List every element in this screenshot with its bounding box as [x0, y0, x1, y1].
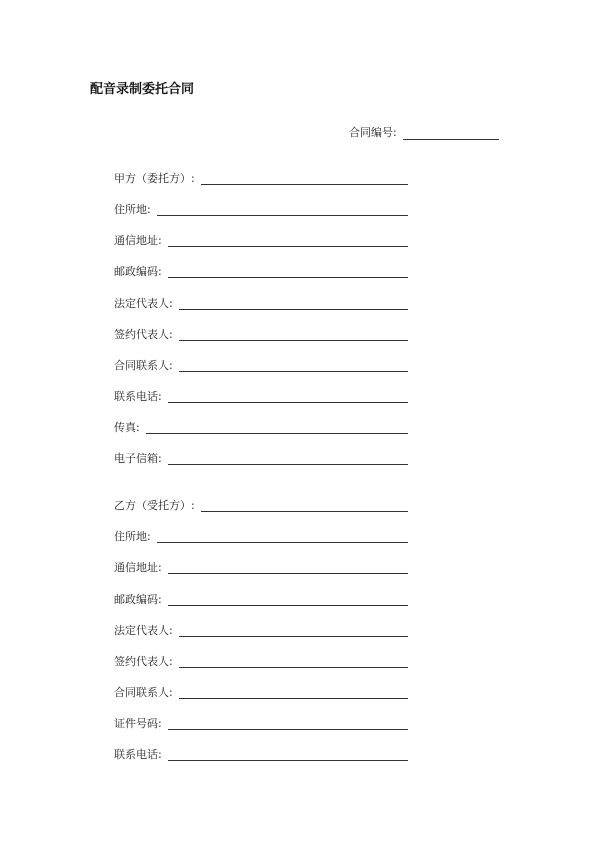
- field-label: 合同联系人:: [114, 686, 173, 699]
- field-label: 签约代表人:: [114, 328, 173, 341]
- party-a-postal-code-field: [114, 265, 408, 278]
- party-a-email-field: [114, 452, 408, 465]
- field-blank[interactable]: [168, 234, 408, 247]
- field-label: 联系电话:: [114, 748, 162, 761]
- field-blank[interactable]: [168, 452, 408, 465]
- party-a-legal-rep-field: [114, 297, 408, 310]
- field-blank[interactable]: [157, 530, 408, 543]
- party-b-address-field: [114, 530, 408, 543]
- field-blank[interactable]: [179, 686, 408, 699]
- contract-number-label: 合同编号:: [349, 126, 397, 139]
- contract-number-field: [349, 124, 499, 140]
- field-blank[interactable]: [168, 390, 408, 403]
- field-label: 合同联系人:: [114, 359, 173, 372]
- field-label: 联系电话:: [114, 390, 162, 403]
- contract-number-blank[interactable]: [403, 127, 499, 140]
- party-b-signing-rep-field: [114, 655, 408, 668]
- field-blank[interactable]: [168, 748, 408, 761]
- party-a-name-field: [114, 172, 408, 185]
- party-a-signing-rep-field: [114, 328, 408, 341]
- party-b-name-field: [114, 499, 408, 512]
- field-label: 证件号码:: [114, 717, 162, 730]
- document-title: 配音录制委托合同: [90, 82, 195, 97]
- field-label: 住所地:: [114, 530, 151, 543]
- field-label: 乙方（受托方）:: [114, 499, 195, 512]
- party-b-postal-code-field: [114, 593, 408, 606]
- field-label: 电子信箱:: [114, 452, 162, 465]
- field-blank[interactable]: [168, 265, 408, 278]
- field-label: 通信地址:: [114, 561, 162, 574]
- field-label: 甲方（委托方）:: [114, 172, 195, 185]
- party-a-phone-field: [114, 390, 408, 403]
- field-blank[interactable]: [201, 499, 408, 512]
- field-label: 签约代表人:: [114, 655, 173, 668]
- field-label: 法定代表人:: [114, 624, 173, 637]
- party-b-legal-rep-field: [114, 624, 408, 637]
- field-blank[interactable]: [179, 655, 408, 668]
- party-a-mailing-address-field: [114, 234, 408, 247]
- field-blank[interactable]: [146, 421, 408, 434]
- field-blank[interactable]: [179, 297, 408, 310]
- party-b-id-number-field: [114, 717, 408, 730]
- field-blank[interactable]: [201, 172, 408, 185]
- field-blank[interactable]: [157, 203, 408, 216]
- field-blank[interactable]: [179, 359, 408, 372]
- field-label: 通信地址:: [114, 234, 162, 247]
- field-label: 住所地:: [114, 203, 151, 216]
- field-blank[interactable]: [168, 593, 408, 606]
- field-label: 传真:: [114, 421, 140, 434]
- field-blank[interactable]: [179, 328, 408, 341]
- party-b-mailing-address-field: [114, 561, 408, 574]
- field-label: 邮政编码:: [114, 265, 162, 278]
- party-a-contact-field: [114, 359, 408, 372]
- field-blank[interactable]: [168, 561, 408, 574]
- party-a-fax-field: [114, 421, 408, 434]
- field-label: 法定代表人:: [114, 297, 173, 310]
- party-b-contact-field: [114, 686, 408, 699]
- field-label: 邮政编码:: [114, 593, 162, 606]
- party-b-phone-field: [114, 748, 408, 761]
- field-blank[interactable]: [179, 624, 408, 637]
- party-a-address-field: [114, 203, 408, 216]
- field-blank[interactable]: [168, 717, 408, 730]
